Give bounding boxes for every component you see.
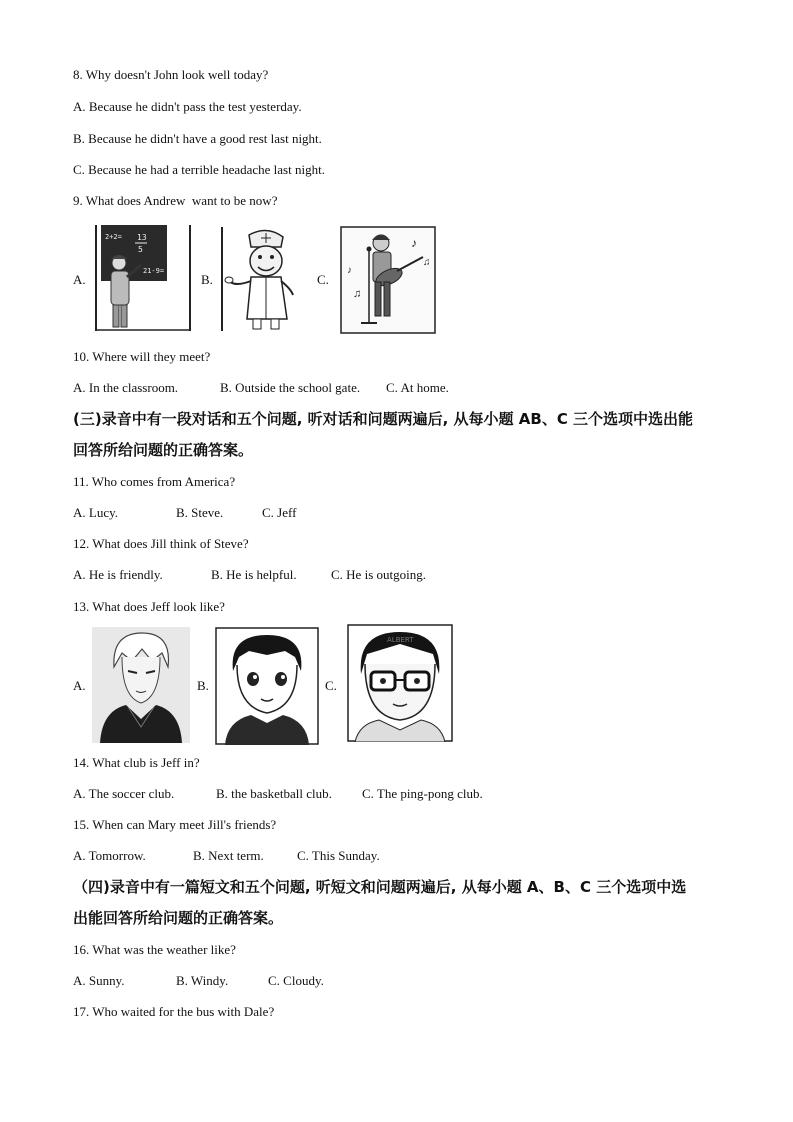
q13-option-a-picture xyxy=(92,627,190,743)
q13-stem: 13. What does Jeff look like? xyxy=(73,599,225,614)
q9-option-c-label: C. xyxy=(317,272,329,287)
q10-stem: 10. Where will they meet? xyxy=(73,349,211,364)
q15-option-a: A. Tomorrow. xyxy=(73,848,146,863)
q10-option-a: A. In the classroom. xyxy=(73,380,179,395)
q9-stem: 9. What does Andrew want to be now? xyxy=(73,193,278,208)
q11-options xyxy=(73,505,296,521)
q9-option-b-picture xyxy=(219,225,305,333)
q16-option-a: A. Sunny. xyxy=(73,973,125,988)
section-4-instructions xyxy=(73,872,723,934)
q8-stem: 8. Why doesn't John look well today? xyxy=(73,67,269,82)
blackboard-text-3: 5 xyxy=(138,245,143,254)
q8-option-a: A. Because he didn't pass the test yesterday. xyxy=(73,99,302,114)
blackboard-text-1: 2+2= xyxy=(105,233,122,241)
q11-option-c: C. Jeff xyxy=(262,505,297,520)
q15-options xyxy=(73,848,380,864)
q9-option-b-label: B. xyxy=(201,272,213,287)
q12-stem: 12. What does Jill think of Steve? xyxy=(73,536,249,551)
svg-text:♫: ♫ xyxy=(353,288,362,300)
q14-option-c: C. The ping-pong club. xyxy=(362,786,483,801)
q14-option-b: B. the basketball club. xyxy=(216,786,332,801)
q9-option-a-picture xyxy=(93,223,193,333)
blackboard-text-2: 13 xyxy=(137,233,147,242)
q14-stem: 14. What club is Jeff in? xyxy=(73,755,200,770)
svg-text:♫: ♫ xyxy=(423,257,431,268)
q10-options xyxy=(73,380,449,396)
q13-option-c-label: C. xyxy=(325,678,337,693)
q15-option-b: B. Next term. xyxy=(193,848,264,863)
q13-option-b-label: B. xyxy=(197,678,209,693)
section-3-instructions xyxy=(73,404,723,466)
q13-option-a-label: A. xyxy=(73,678,86,693)
svg-text:♪: ♪ xyxy=(347,265,352,276)
q12-option-a: A. He is friendly. xyxy=(73,567,163,582)
q16-stem: 16. What was the weather like? xyxy=(73,942,236,957)
q17-stem: 17. Who waited for the bus with Dale? xyxy=(73,1004,275,1019)
q12-options xyxy=(73,567,426,583)
q15-stem: 15. When can Mary meet Jill's friends? xyxy=(73,817,277,832)
svg-text:♪: ♪ xyxy=(411,236,417,250)
q16-option-c: C. Cloudy. xyxy=(268,973,324,988)
blackboard-text-4: 21-9= xyxy=(143,267,165,275)
q10-option-b: B. Outside the school gate. xyxy=(220,380,361,395)
q12-option-b: B. He is helpful. xyxy=(211,567,297,582)
q13-option-c-picture xyxy=(347,624,453,742)
q13-option-b-picture xyxy=(215,627,319,745)
q11-option-a: A. Lucy. xyxy=(73,505,119,520)
q8-option-c: C. Because he had a terrible headache last night. xyxy=(73,162,325,177)
q12-option-c: C. He is outgoing. xyxy=(331,567,426,582)
section-4-line-2: 出能回答所给问题的正确答案。 xyxy=(73,909,284,927)
shirt-text: ALBERT xyxy=(387,636,414,644)
q15-option-c: C. This Sunday. xyxy=(297,848,380,863)
q11-option-b: B. Steve. xyxy=(176,505,224,520)
section-4-line-1: （四)录音中有一篇短文和五个问题, 听短文和问题两遍后, 从每小题 A、B、C 三个选项中选 xyxy=(73,878,687,896)
q14-options xyxy=(73,786,483,802)
q14-option-a: A. The soccer club. xyxy=(73,786,175,801)
q10-option-c: C. At home. xyxy=(386,380,449,395)
section-3-line-1: (三)录音中有一段对话和五个问题, 听对话和问题两遍后, 从每小题 AB、C 三个选项中选出能 xyxy=(73,410,694,428)
q11-stem: 11. Who comes from America? xyxy=(73,474,236,489)
section-3-line-2: 回答所给问题的正确答案。 xyxy=(73,441,254,459)
q16-option-b: B. Windy. xyxy=(176,973,229,988)
q8-option-b: B. Because he didn't have a good rest last night. xyxy=(73,131,322,146)
q16-options xyxy=(73,973,324,989)
q9-option-c-picture xyxy=(339,225,437,335)
q9-option-a-label: A. xyxy=(73,272,86,287)
